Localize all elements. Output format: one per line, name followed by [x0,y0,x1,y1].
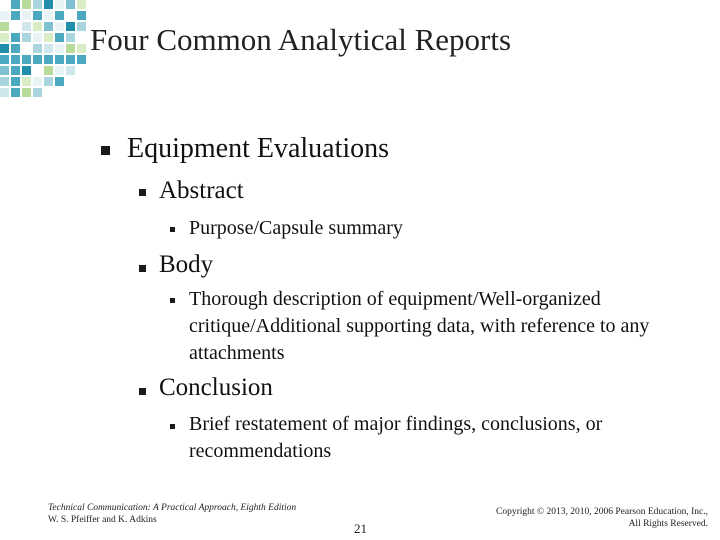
bullet-square-icon [170,424,175,429]
mosaic-tile [55,33,64,42]
mosaic-tile [77,22,86,31]
mosaic-tile [77,0,86,9]
mosaic-tile [0,55,9,64]
heading-abstract: Abstract [159,177,244,204]
mosaic-tile [66,33,75,42]
detail-abstract: Purpose/Capsule summary [189,217,403,239]
footer-copyright [496,506,708,530]
mosaic-tile [44,11,53,20]
mosaic-tile [0,33,9,42]
mosaic-tile [55,55,64,64]
mosaic-tile [44,55,53,64]
mosaic-tile [0,22,9,31]
footer-citation [48,502,296,526]
mosaic-tile [33,88,42,97]
mosaic-tile [22,11,31,20]
page-number: 21 [354,521,367,536]
footer-authors: W. S. Pfeiffer and K. Adkins [48,515,157,525]
mosaic-tile [55,77,64,86]
mosaic-tile [11,55,20,64]
mosaic-tile [0,77,9,86]
heading-body: Body [159,251,214,278]
mosaic-tile [66,44,75,53]
bullet-square-icon [101,146,110,155]
mosaic-tile [22,0,31,9]
mosaic-tile [11,0,20,9]
mosaic-tile [55,11,64,20]
copyright-line-1: Copyright © 2013, 2010, 2006 Pearson Education, Inc., [496,507,708,517]
mosaic-tile [22,33,31,42]
mosaic-tile [33,44,42,53]
mosaic-tile [66,22,75,31]
mosaic-tile [33,22,42,31]
mosaic-tile [11,88,20,97]
mosaic-tile [22,77,31,86]
mosaic-tile [0,66,9,75]
detail-conclusion: Brief restatement of major findings, conclusions, or recommendations [189,413,603,462]
mosaic-tile [0,88,9,97]
copyright-line-2: All Rights Reserved. [628,519,708,529]
heading-equipment-evaluations: Equipment Evaluations [127,133,390,164]
mosaic-tile [0,44,9,53]
detail-body: Thorough description of equipment/Well-organized critique/Additional supporting data, with reference to any attachments [189,288,650,364]
decorative-tile-mosaic [0,0,88,100]
mosaic-tile [44,0,53,9]
mosaic-tile [44,77,53,86]
bullet-square-icon [170,298,175,303]
mosaic-tile [22,66,31,75]
mosaic-tile [22,55,31,64]
mosaic-tile [11,77,20,86]
mosaic-tile [55,44,64,53]
bullet-square-icon [139,265,146,272]
mosaic-tile [55,66,64,75]
bullet-square-icon [139,388,146,395]
mosaic-tile [11,66,20,75]
mosaic-tile [77,11,86,20]
mosaic-tile [44,66,53,75]
mosaic-tile [66,0,75,9]
mosaic-tile [11,44,20,53]
mosaic-tile [11,11,20,20]
mosaic-tile [66,55,75,64]
mosaic-tile [33,11,42,20]
mosaic-tile [0,11,9,20]
mosaic-tile [55,0,64,9]
mosaic-tile [33,0,42,9]
mosaic-tile [44,33,53,42]
mosaic-tile [55,22,64,31]
mosaic-tile [33,77,42,86]
bullet-square-icon [170,227,175,232]
mosaic-tile [22,88,31,97]
slide-title: Four Common Analytical Reports [90,22,512,57]
mosaic-tile [11,33,20,42]
bullet-square-icon [139,189,146,196]
footer-book-title: Technical Communication: A Practical Approach, Eighth Edition [48,503,297,513]
mosaic-tile [33,55,42,64]
mosaic-tile [44,44,53,53]
mosaic-tile [77,44,86,53]
mosaic-tile [66,66,75,75]
mosaic-tile [22,22,31,31]
mosaic-tile [44,22,53,31]
heading-conclusion: Conclusion [159,374,273,401]
mosaic-tile [33,33,42,42]
mosaic-tile [77,55,86,64]
